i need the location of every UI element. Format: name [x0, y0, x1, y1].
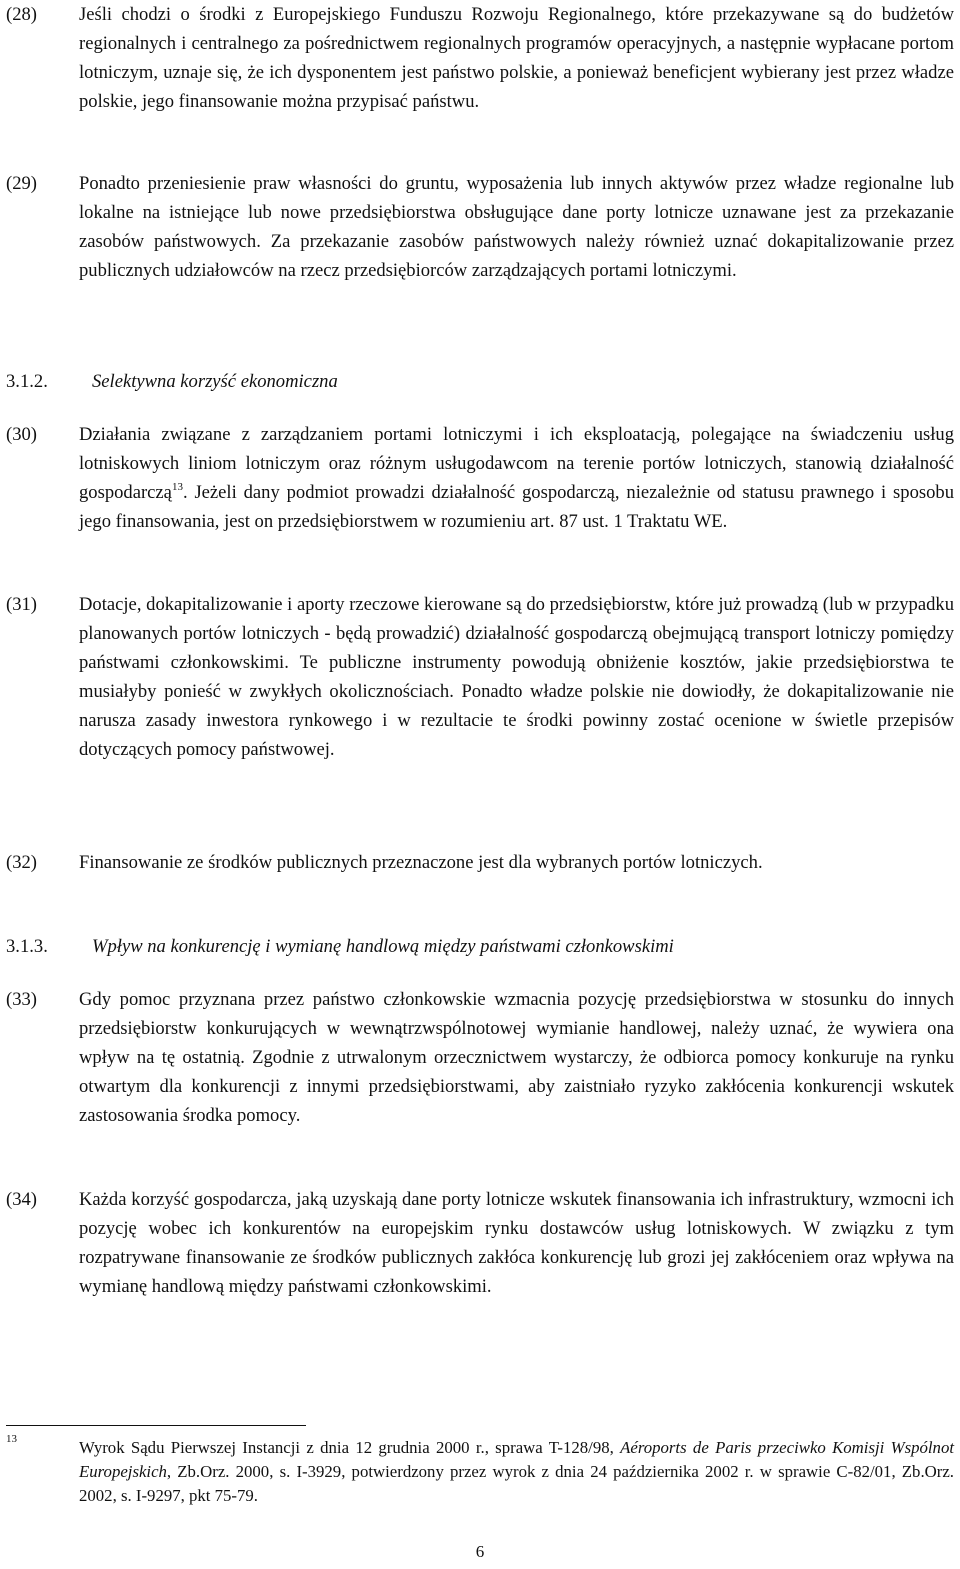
paragraph-30 [6, 420, 956, 536]
paragraph-text: Ponadto przeniesienie praw własności do gruntu, wyposażenia lub innych aktywów przez władze regionalne lub lokalne na istniejące lub nowe przedsiębiorstwa obsługujące dane porty lotnicze uznawane jest za przekazanie zasobów państwowych. Za przekazanie zasobów państwowych należy również uznać dokapitalizowanie przez publicznych udziałowców na rzecz przedsiębiorców zarządzających portami lotniczymi. [79, 173, 954, 281]
section-heading-3-1-3 [6, 932, 956, 961]
paragraph-34 [6, 1185, 956, 1301]
section-title: Selektywna korzyść ekonomiczna [92, 371, 338, 392]
page-number: 6 [475, 1542, 485, 1561]
footnote-case-name: Aéroports de Paris przeciwko Komisji Wspólnot Europejskich [79, 1438, 954, 1481]
paragraph-text [79, 420, 954, 536]
paragraph-text: Każda korzyść gospodarcza, jaką uzyskają dane porty lotnicze wskutek finansowania ich infrastruktury, wzmocni ich pozycję wobec ich konkurentów na europejskim rynku dostawców usług lotniskowych. W związku z tym rozpatrywane finansowanie ze środków publicznych zakłóca konkurencję lub grozi jej zakłóceniem oraz wpływa na wymianę handlową między państwami członkowskimi. [79, 1189, 954, 1297]
paragraph-number: (28) [6, 4, 37, 25]
paragraph-text-part: . Jeżeli dany podmiot prowadzi działalność gospodarczą, niezależnie od statusu prawnego i sposobu jego finansowania, jest on przedsiębiorstwem w rozumieniu art. 87 ust. 1 Traktatu WE. [79, 482, 954, 532]
paragraph-number: (34) [6, 1189, 37, 1210]
paragraph-33 [6, 985, 956, 1130]
paragraph-number: (33) [6, 989, 37, 1010]
paragraph-number: (29) [6, 173, 37, 194]
paragraph-31 [6, 590, 956, 764]
paragraph-29 [6, 169, 956, 285]
section-heading-3-1-2 [6, 367, 956, 396]
footnote-reference[interactable]: 13 [171, 481, 183, 493]
footnote-mark: 13 [6, 1433, 17, 1445]
paragraph-32 [6, 848, 956, 877]
footnote-text [79, 1432, 954, 1508]
paragraph-text-part: Działania związane z zarządzaniem portami lotniczymi i ich eksploatacją, polegające na świadczeniu usług lotniskowych liniom lotniczym oraz różnym usługodawcom na terenie portów lotniczych, stanowią działalność gospodarczą [79, 424, 954, 503]
section-title: Wpływ na konkurencję i wymianę handlową między państwami członkowskimi [92, 936, 674, 957]
section-number: 3.1.3. [6, 936, 48, 957]
paragraph-text: Gdy pomoc przyznana przez państwo członkowskie wzmacnia pozycję przedsiębiorstwa w stosunku do innych przedsiębiorstw konkurujących w wewnątrzwspólnotowej wymianie handlowej, należy uznać, że wywiera ona wpływ na tę ostatnią. Zgodnie z utrwalonym orzecznictwem wystarczy, że odbiorca pomocy konkuruje na rynku otwartym dla konkurencji z innymi przedsiębiorstwami, aby zaistniało ryzyko zakłócenia konkurencji wskutek zastosowania środka pomocy. [79, 989, 954, 1126]
paragraph-number: (30) [6, 424, 37, 445]
paragraph-text: Finansowanie ze środków publicznych przeznaczone jest dla wybranych portów lotniczych. [79, 852, 763, 873]
footnote-text-part: , Zb.Orz. 2000, s. I-3929, potwierdzony przez wyrok z dnia 24 października 2002 r. w sprawie C-82/01, Zb.Orz. 2002, s. I-9297, pkt 75-79. [79, 1462, 954, 1505]
footnote-separator [6, 1425, 306, 1426]
paragraph-number: (32) [6, 852, 37, 873]
paragraph-text: Jeśli chodzi o środki z Europejskiego Funduszu Rozwoju Regionalnego, które przekazywane są do budżetów regionalnych i centralnego za pośrednictwem regionalnych programów operacyjnych, a następnie wypłacane portom lotniczym, uznaje się, że ich dysponentem jest państwo polskie, a ponieważ beneficjent wybierany jest przez władze polskie, jego finansowanie można przypisać państwu. [79, 4, 954, 112]
paragraph-text: Dotacje, dokapitalizowanie i aporty rzeczowe kierowane są do przedsiębiorstw, które już prowadzą (lub w przypadku planowanych portów lotniczych - będą prowadzić) działalność gospodarczą obejmującą transport lotniczy pomiędzy państwami członkowskimi. Te publiczne instrumenty powodują obniżenie kosztów, jakie przedsiębiorstwa te musiałyby ponieść w zwykłych okolicznościach. Ponadto władze polskie nie dowiodły, że dokapitalizowanie nie narusza zasady inwestora rynkowego i w rezultacie te środki powinny zostać ocenione w świetle przepisów dotyczących pomocy państwowej. [79, 594, 954, 760]
footnote-text-part: Wyrok Sądu Pierwszej Instancji z dnia 12 grudnia 2000 r., sprawa T-128/98, [79, 1438, 621, 1457]
paragraph-28 [6, 0, 956, 116]
section-number: 3.1.2. [6, 371, 48, 392]
footnote-13 [6, 1432, 956, 1508]
paragraph-number: (31) [6, 594, 37, 615]
